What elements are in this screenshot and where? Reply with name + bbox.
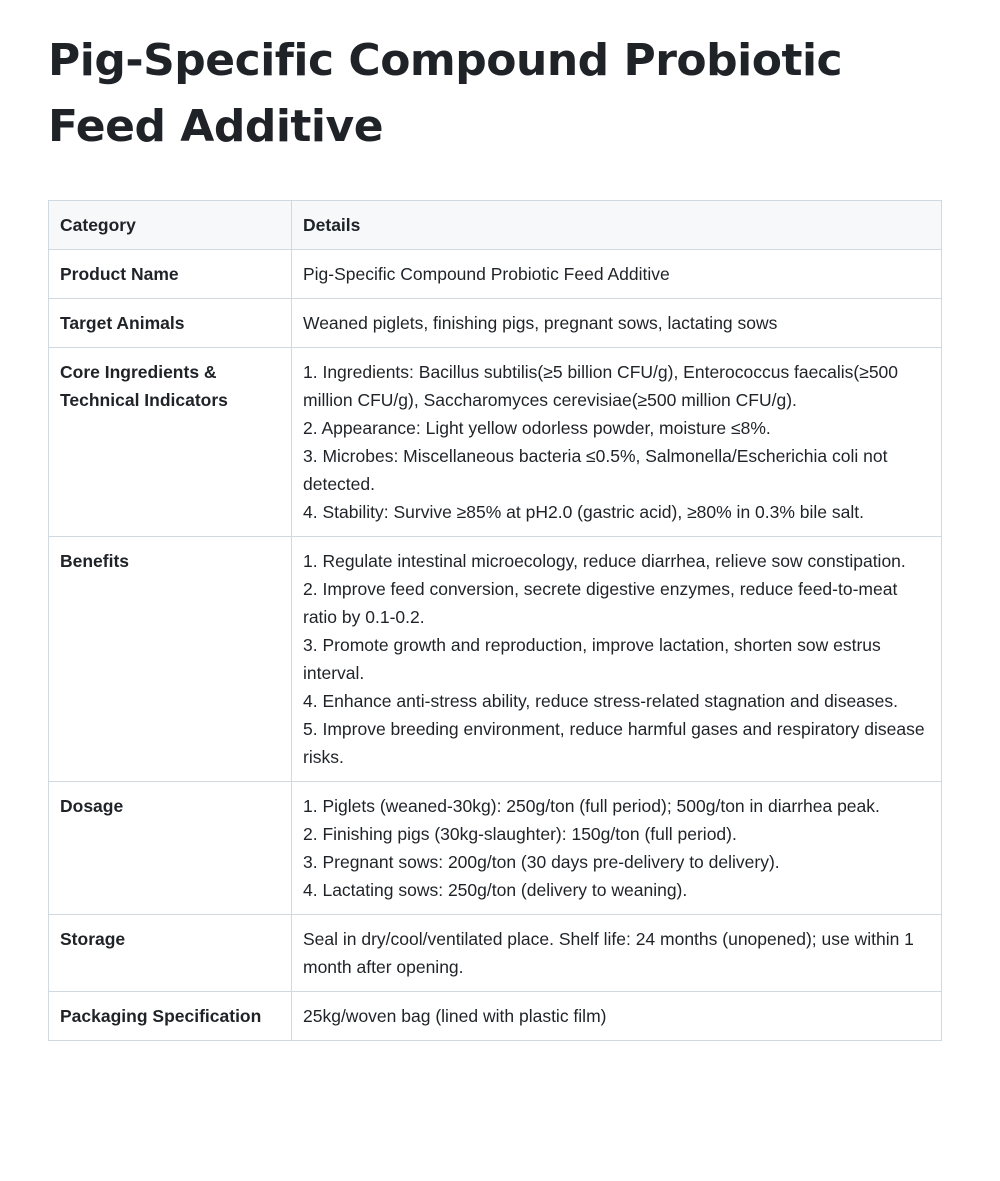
page-title: Pig-Specific Compound Probiotic Feed Additive — [48, 35, 843, 152]
table-row — [49, 992, 942, 1041]
row-category: Benefits — [49, 537, 292, 782]
detail-line: Pig-Specific Compound Probiotic Feed Additive — [303, 264, 670, 284]
detail-line: 3. Microbes: Miscellaneous bacteria ≤0.5%, Salmonella/Escherichia coli not detected. — [303, 446, 888, 494]
row-category: Target Animals — [49, 299, 292, 348]
row-category: Storage — [49, 915, 292, 992]
row-category: Core Ingredients & Technical Indicators — [49, 348, 292, 537]
table-header — [49, 201, 942, 250]
product-spec-table — [48, 200, 942, 1041]
row-category: Packaging Specification — [49, 992, 292, 1041]
detail-line: 2. Appearance: Light yellow odorless powder, moisture ≤8%. — [303, 418, 771, 438]
table-row — [49, 782, 942, 915]
detail-line: 4. Lactating sows: 250g/ton (delivery to weaning). — [303, 880, 688, 900]
row-details — [292, 348, 942, 537]
detail-line: 4. Enhance anti-stress ability, reduce stress-related stagnation and diseases. — [303, 691, 898, 711]
detail-line: Seal in dry/cool/ventilated place. Shelf life: 24 months (unopened); use within 1 month after opening. — [303, 929, 914, 977]
detail-line: 5. Improve breeding environment, reduce harmful gases and respiratory disease risks. — [303, 719, 925, 767]
detail-line: 2. Improve feed conversion, secrete digestive enzymes, reduce feed-to-meat ratio by 0.1-0.2. — [303, 579, 898, 627]
row-category: Dosage — [49, 782, 292, 915]
row-details — [292, 915, 942, 992]
table-body — [49, 250, 942, 1041]
detail-line: 4. Stability: Survive ≥85% at pH2.0 (gastric acid), ≥80% in 0.3% bile salt. — [303, 502, 864, 522]
detail-line: 25kg/woven bag (lined with plastic film) — [303, 1006, 607, 1026]
row-details — [292, 299, 942, 348]
header-category: Category — [49, 201, 292, 250]
detail-line: 3. Promote growth and reproduction, improve lactation, shorten sow estrus interval. — [303, 635, 881, 683]
detail-line: Weaned piglets, finishing pigs, pregnant sows, lactating sows — [303, 313, 778, 333]
table-row — [49, 915, 942, 992]
header-details: Details — [292, 201, 942, 250]
detail-line: 2. Finishing pigs (30kg-slaughter): 150g/ton (full period). — [303, 824, 737, 844]
table-row — [49, 250, 942, 299]
table-row — [49, 348, 942, 537]
row-details — [292, 992, 942, 1041]
row-category: Product Name — [49, 250, 292, 299]
row-details — [292, 782, 942, 915]
table-row — [49, 537, 942, 782]
detail-line: 1. Regulate intestinal microecology, reduce diarrhea, relieve sow constipation. — [303, 551, 906, 571]
table-row — [49, 299, 942, 348]
detail-line: 3. Pregnant sows: 200g/ton (30 days pre-delivery to delivery). — [303, 852, 780, 872]
row-details — [292, 250, 942, 299]
row-details — [292, 537, 942, 782]
table-header-row — [49, 201, 942, 250]
detail-line: 1. Ingredients: Bacillus subtilis(≥5 billion CFU/g), Enterococcus faecalis(≥500 million CFU/g), Saccharomyces cerevisiae(≥500 million CFU/g). — [303, 362, 899, 410]
detail-line: 1. Piglets (weaned-30kg): 250g/ton (full period); 500g/ton in diarrhea peak. — [303, 796, 880, 816]
